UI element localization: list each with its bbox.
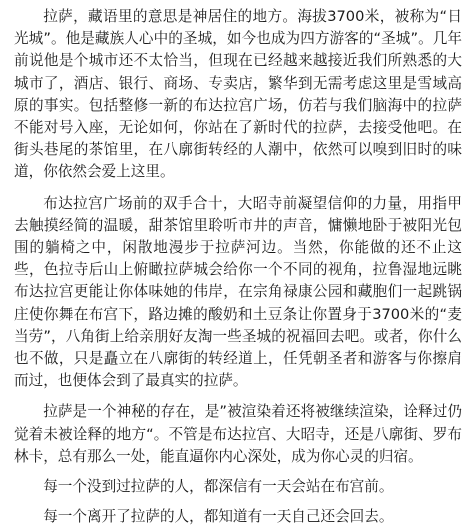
paragraph-mystery: 拉萨是一个神秘的存在，是”被渲染着还将被继续渲染，诠释过仍觉着未被诠释的地方“。不管是布达拉宫、大昭寺，还是八廓街、罗布林卡，总有那么一处，能直逼你内心深处，成为你心灵的归宿。 — [14, 403, 462, 465]
paragraph-not-yet-visited: 每一个没到过拉萨的人，都深信有一天会站在布宫前。 — [43, 478, 394, 496]
paragraph-intro: 拉萨，藏语里的意思是神居住的地方。海拔3700米，被称为“日光城”。他是藏族人心中的圣城，如今也成为四方游客的“圣城”。几年前说他是个城市还不太恰当，但现在已经越来越接近我们所熟悉的大城市了，酒店、银行、商场、专卖店，繁华到无需考虑这里是雪域高原的事实。包括整修一新的布达拉宫广场，仿若与我们脑海中的拉萨不能对号入座，无论如何，你站在了新时代的拉萨，去接受他吧。在街头巷尾的茶馆里，在八廓街转经的人潮中，依然可以嗅到旧时的味道，你依然会爱上这里。 — [14, 8, 462, 181]
paragraph-activities: 布达拉宫广场前的双手合十，大昭寺前凝望信仰的力量，用指甲去触摸经简的温暖，甜茶馆里聆听市井的声音，慵懒地卧于被阳光包围的躺椅之中，闲散地漫步于拉萨河边。当然，你能做的还不止这些，色拉寺后山上俯瞰拉萨城会给你一个不同的视角，拉鲁湿地远眺布达拉宫更能让你体味她的伟岸，在宗角禄康公园和藏胞们一起跳锅庄使你舞在布宫下，路边摊的酸奶和土豆条让你置身于3700米的“麦当劳”，八角街上给亲朋好友淘一些圣城的祝福回去吧。或者，你什么也不做，只是矗立在八廓街的转经道上，任凭朝圣者和游客与你擦肩而过，也便体会到了最真实的拉萨。 — [14, 194, 462, 390]
paragraph-left-lhasa: 每一个离开了拉萨的人，都知道有一天自己还会回去。 — [43, 508, 394, 526]
